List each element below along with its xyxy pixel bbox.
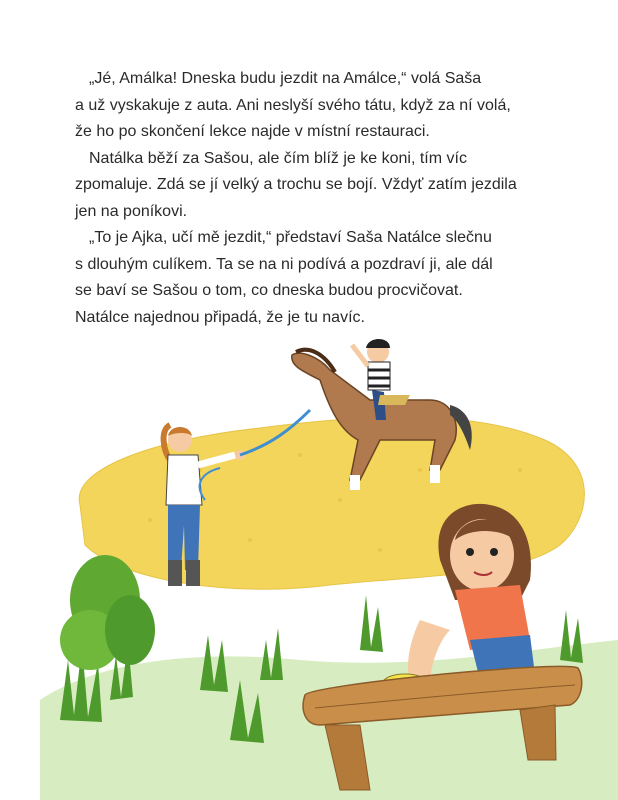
story-line: že ho po skončení lekce najde v místní restauraci.: [75, 123, 430, 140]
story-text: [75, 66, 575, 331]
story-line: s dlouhým culíkem. Ta se na ni podívá a pozdraví ji, ale dál: [75, 255, 493, 273]
riding-lesson-illustration: [0, 320, 618, 800]
story-line: „To je Ajka, učí mě jezdit,“ představí Saša Natálce slečnu: [89, 229, 492, 246]
story-line: jen na poníkovi.: [75, 202, 188, 220]
story-line: „Jé, Amálka! Dneska budu jezdit na Amálce,“ volá Saša: [89, 70, 482, 87]
story-line: Natálka běží za Sašou, ale čím blíž je ke koni, tím víc: [89, 149, 467, 167]
story-line: se baví se Sašou o tom, co dneska budou procvičovat.: [75, 282, 463, 299]
story-line: a už vyskakuje z auta. Ani neslyší svého tátu, když za ní volá,: [75, 96, 511, 114]
story-line: Natálce najednou připadá, že je tu navíc.: [75, 308, 365, 326]
story-line: zpomaluje. Zdá se jí velký a trochu se bojí. Vždyť zatím jezdila: [75, 176, 517, 193]
